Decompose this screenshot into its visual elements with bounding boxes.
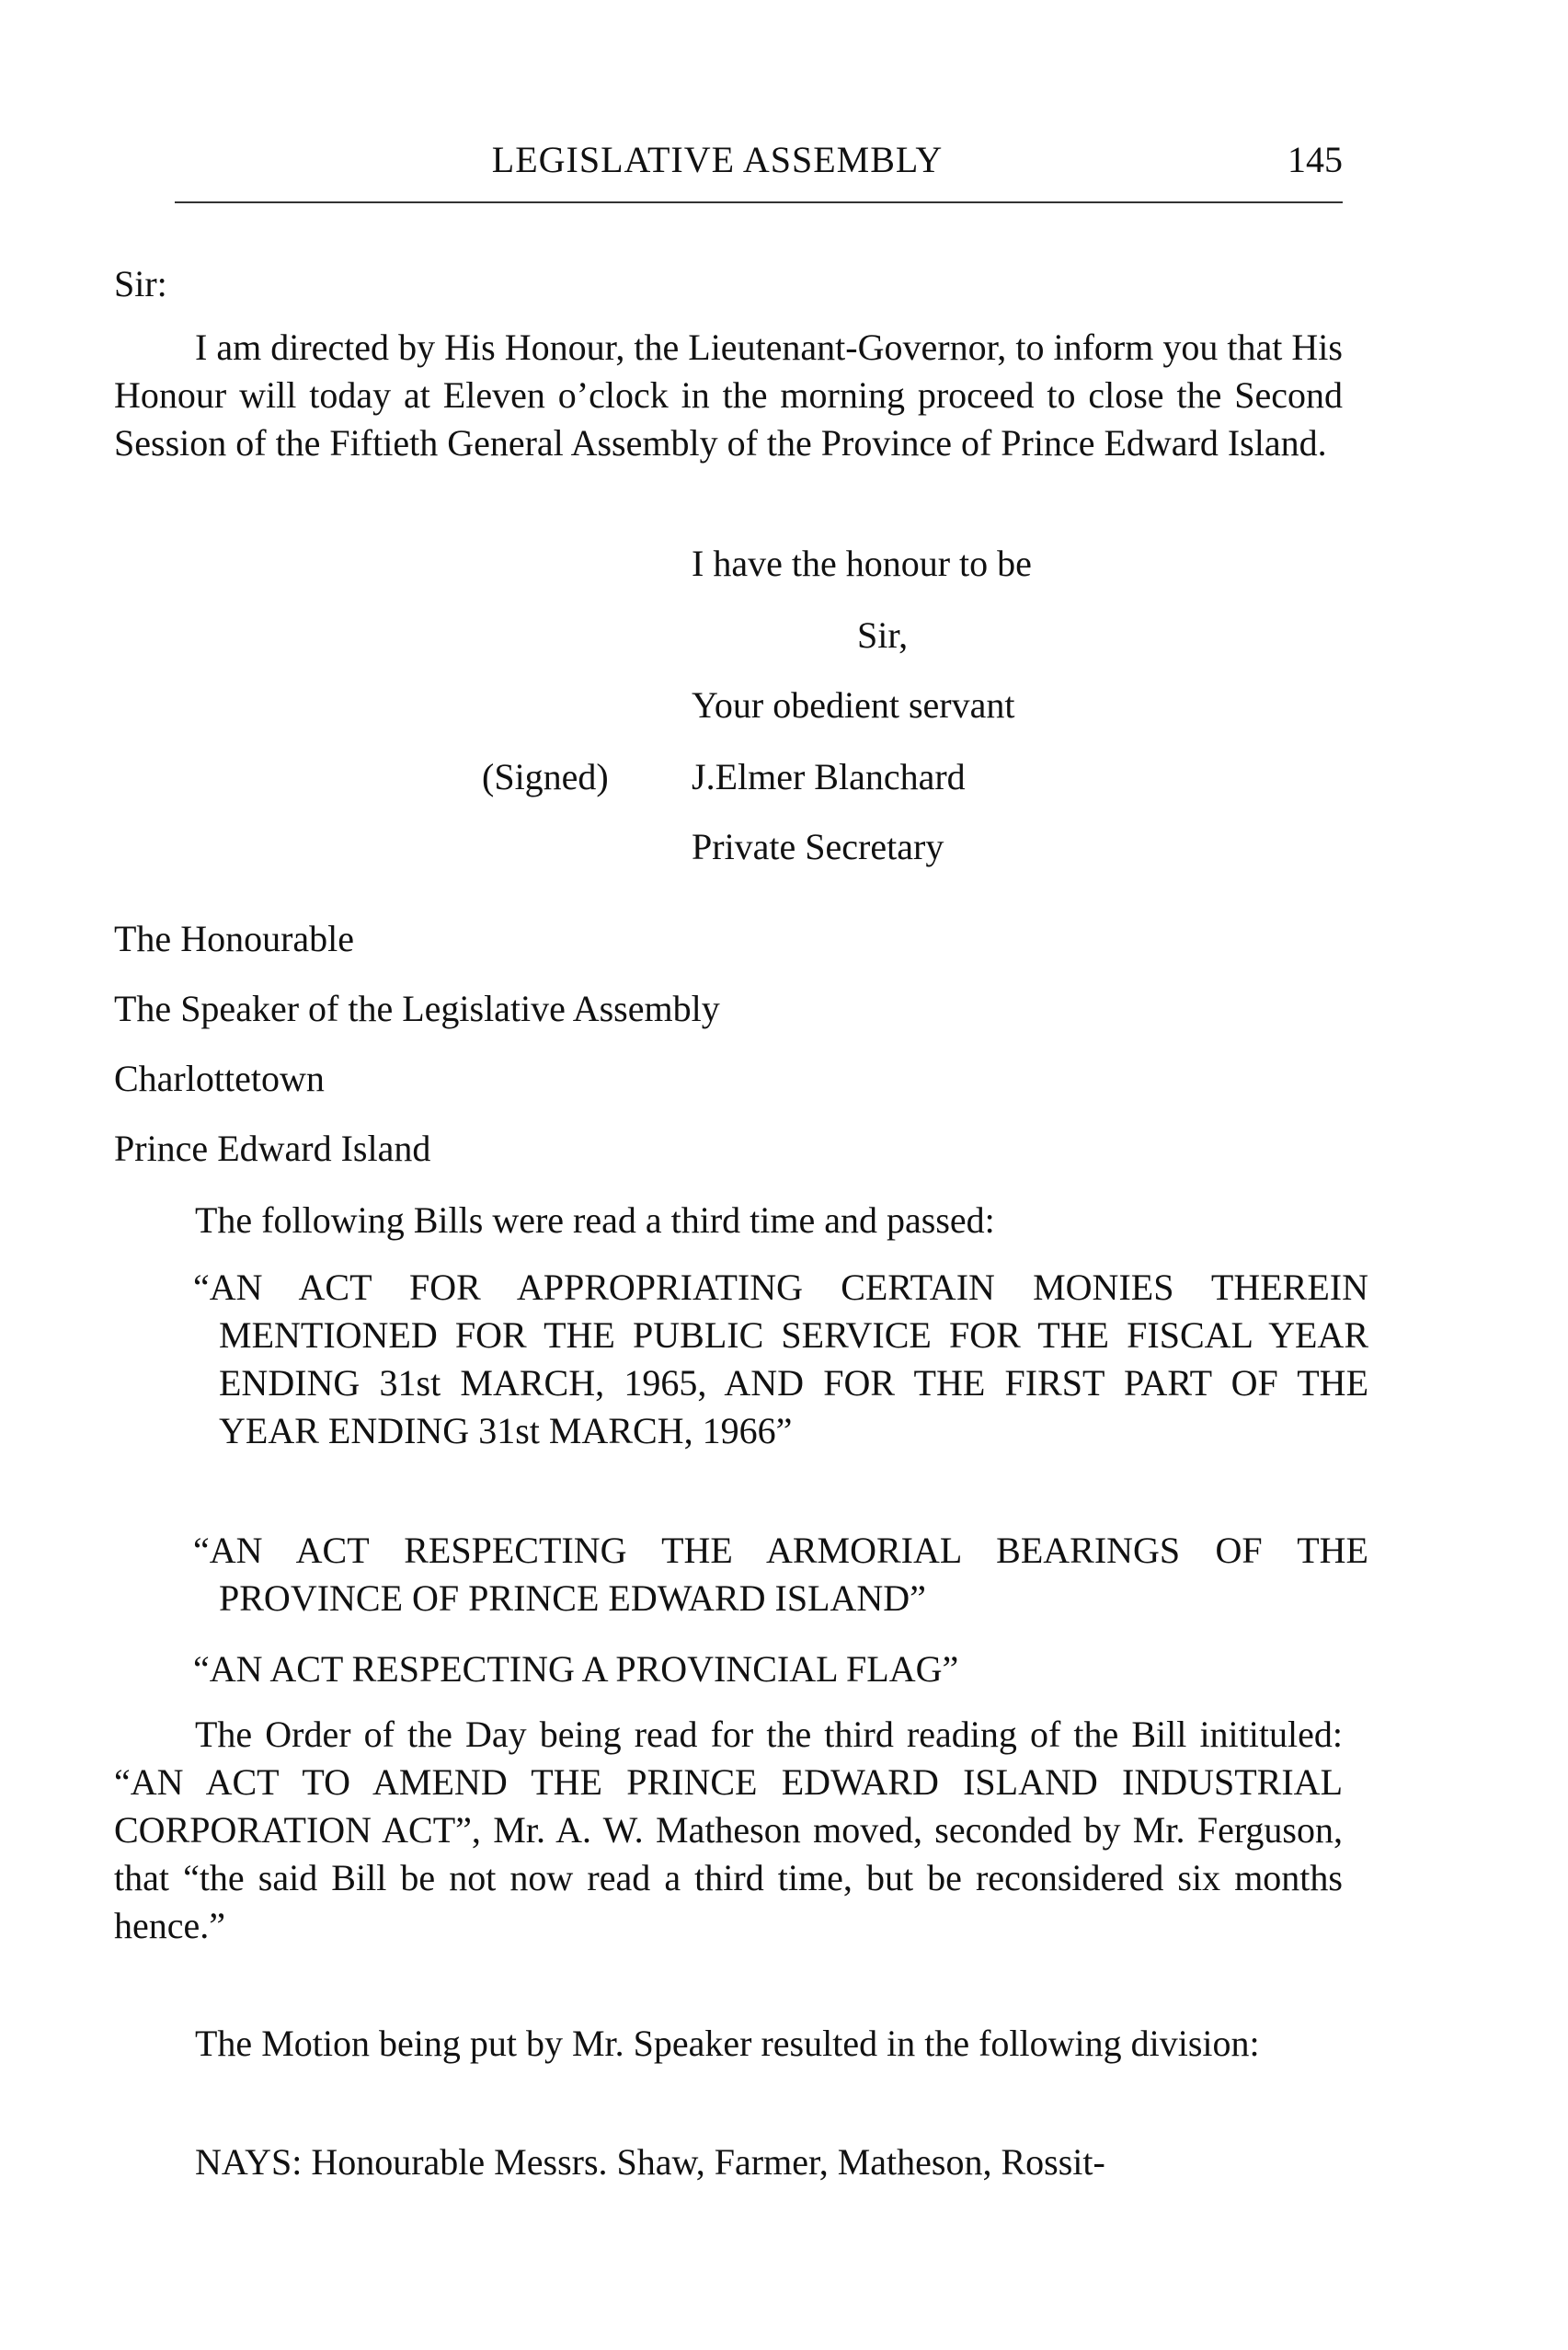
header-rule xyxy=(175,201,1343,203)
address-line: The Honourable xyxy=(114,918,355,959)
address-line: Charlottetown xyxy=(114,1058,325,1099)
letter-body: I am directed by His Honour, the Lieutenant-Governor, to inform you that His Honour will today at Eleven o’clock in the morning proceed to close the Second Session of the Fiftieth General Assembly of the Province of Prince Edward Island. xyxy=(114,327,1343,464)
signatory-name: J.Elmer Blanchard xyxy=(692,756,966,797)
bill-item: “AN ACT RESPECTING A PROVINCIAL FLAG” xyxy=(193,1648,959,1690)
signatory-title: Private Secretary xyxy=(692,826,944,867)
bills-intro: The following Bills were read a third time and passed: xyxy=(195,1199,995,1241)
nays-line: NAYS: Honourable Messrs. Shaw, Farmer, Matheson, Rossit- xyxy=(195,2141,1105,2183)
order-of-day-paragraph: The Order of the Day being read for the third reading of the Bill initituled: “AN ACT TO AMEND THE PRINCE EDWARD ISLAND INDUSTRIAL CORPORATION ACT”, Mr. A. W. Matheson moved, seconded by Mr. Ferguson, that “the said Bill be not now read a third time, but be reconsidered six months hence.” xyxy=(114,1714,1343,1946)
address-line: Prince Edward Island xyxy=(114,1128,431,1169)
page-number: 145 xyxy=(1288,139,1343,180)
motion-paragraph: The Motion being put by Mr. Speaker resulted in the following division: xyxy=(195,2023,1260,2064)
address-line: The Speaker of the Legislative Assembly xyxy=(114,988,720,1029)
letter-closing-servant: Your obedient servant xyxy=(692,684,1015,726)
bill-item: “AN ACT RESPECTING THE ARMORIAL BEARINGS OF THE PROVINCE OF PRINCE EDWARD ISLAND” xyxy=(193,1530,1368,1619)
bill-item: “AN ACT FOR APPROPRIATING CERTAIN MONIES THEREIN MENTIONED FOR THE PUBLIC SERVICE FOR THE FISCAL YEAR ENDING 31st MARCH, 1965, AND FOR THE FIRST PART OF THE YEAR ENDING 31st MARCH, 1966” xyxy=(193,1267,1368,1451)
letter-closing-sir: Sir, xyxy=(857,614,909,656)
letter-closing: I have the honour to be xyxy=(692,543,1032,584)
letter-salutation: Sir: xyxy=(114,263,167,304)
running-header: LEGISLATIVE ASSEMBLY xyxy=(491,139,944,180)
signed-label: (Signed) xyxy=(482,756,609,797)
